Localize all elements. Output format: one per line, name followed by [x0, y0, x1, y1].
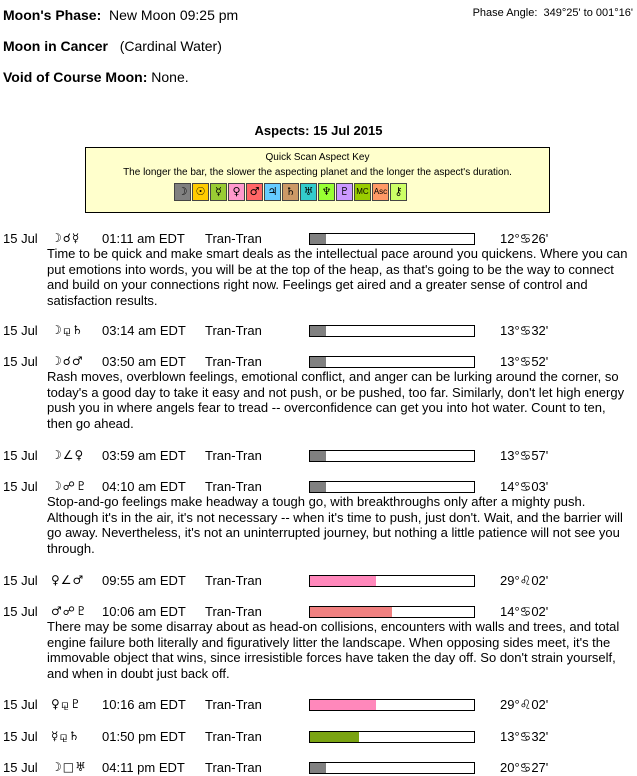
aspect-row: [0, 479, 637, 495]
aspect-position: 29°♌02': [500, 697, 549, 712]
aspect-duration-bar: [309, 575, 475, 587]
aspect-position: 14°♋03': [500, 479, 549, 494]
aspect-key-box: [85, 147, 550, 213]
aspect-date: 15 Jul: [3, 323, 38, 338]
aspect-duration-fill: [310, 763, 326, 773]
aspect-row: [0, 448, 637, 464]
venus-key-icon: ♀: [228, 183, 245, 201]
aspect-key-icons: [174, 183, 408, 201]
aspect-date: 15 Jul: [3, 231, 38, 246]
phase-angle-label: Phase Angle:: [472, 7, 538, 19]
aspect-time: 03:50 am EDT: [102, 354, 186, 369]
aspect-type: Tran-Tran: [205, 354, 262, 369]
aspect-description: There may be some disarray about as head-on collisions, encounters with walls and trees, and total engine failure both literally and figuratively litter the landscape. When opposing sides meet, it's the immovable object that wins, since irresistible forces have taken the day off. So don't strain yourself, and when in doubt just back off.: [47, 619, 620, 681]
aspect-row: [0, 231, 637, 247]
aspect-date: 15 Jul: [3, 573, 38, 588]
aspect-glyphs: ♂☍♇: [51, 604, 88, 618]
aspect-duration-bar: [309, 233, 475, 245]
aspect-glyphs: ☽☍♇: [51, 479, 88, 493]
aspect-type: Tran-Tran: [205, 231, 262, 246]
aspect-position: 13°♋32': [500, 729, 549, 744]
aspect-position: 12°♋26': [500, 231, 549, 246]
midheaven-key-icon: MC: [354, 183, 371, 201]
aspect-glyphs: ☽☌♂: [51, 354, 84, 368]
aspect-position: 13°♋52': [500, 354, 549, 369]
moon-key-icon: ☽: [174, 183, 191, 201]
aspect-time: 09:55 am EDT: [102, 573, 186, 588]
aspects-title: Aspects: 15 Jul 2015: [254, 123, 383, 138]
aspect-duration-fill: [310, 326, 326, 336]
saturn-key-icon: ♄: [282, 183, 299, 201]
aspect-glyphs: ♀⚼♇: [51, 697, 82, 711]
aspect-duration-fill: [310, 576, 376, 586]
moon-sign-label: Moon in Cancer: [3, 38, 109, 54]
aspect-type: Tran-Tran: [205, 729, 262, 744]
aspect-duration-fill: [310, 451, 326, 461]
aspect-type: Tran-Tran: [205, 479, 262, 494]
aspect-glyphs: ☿⚼♄: [51, 729, 81, 743]
jupiter-key-icon: ♃: [264, 183, 281, 201]
aspect-duration-fill: [310, 732, 359, 742]
aspect-duration-bar: [309, 450, 475, 462]
aspect-row: [0, 323, 637, 339]
aspect-position: 13°♋32': [500, 323, 549, 338]
aspect-glyphs: ♀∠♂: [51, 573, 85, 587]
aspect-description: Rash moves, overblown feelings, emotional conflict, and anger can be lurking around the corner, so today's a good day to take it easy and not push, or be pushed, too far. Similarly, don't let high energy push you in where angels fear to tread -- overconfidence can get you into hot water. Count to ten, then go ahead.: [47, 369, 625, 431]
aspect-time: 03:59 am EDT: [102, 448, 186, 463]
aspect-date: 15 Jul: [3, 354, 38, 369]
ascendant-key-icon: Asc: [372, 183, 389, 201]
aspect-key-title: Quick Scan Aspect Key: [265, 152, 370, 163]
aspect-row: [0, 697, 637, 713]
aspect-position: 14°♋02': [500, 604, 549, 619]
void-of-course-line: [3, 69, 189, 85]
aspect-time: 10:16 am EDT: [102, 697, 186, 712]
phase-angle-value: 349°25' to 001°16': [543, 7, 633, 19]
moon-phase-line: [3, 7, 238, 23]
aspect-row: [0, 729, 637, 745]
aspect-row: [0, 573, 637, 589]
uranus-key-icon: ♅: [300, 183, 317, 201]
phase-angle: [473, 7, 633, 19]
aspect-description: Time to be quick and make smart deals as the intellectual pace around you quickens. Where you can put emotions into words, you will be at the top of the heap, as that's going to be the way to connect and build on your connections right now. Feelings get aired and a greater sense of control and satisfaction results.: [47, 246, 628, 308]
aspect-date: 15 Jul: [3, 604, 38, 619]
aspect-glyphs: ☽□♅: [51, 760, 87, 774]
aspect-time: 01:11 am EDT: [102, 231, 185, 246]
aspect-date: 15 Jul: [3, 448, 38, 463]
aspect-time: 10:06 am EDT: [102, 604, 186, 619]
moon-phase-value: New Moon 09:25 pm: [109, 7, 239, 23]
aspect-position: 29°♌02': [500, 573, 549, 588]
aspect-duration-bar: [309, 481, 475, 493]
aspect-duration-bar: [309, 762, 475, 774]
aspect-duration-bar: [309, 325, 475, 337]
pluto-key-icon: ♇: [336, 183, 353, 201]
aspect-duration-fill: [310, 700, 376, 710]
aspect-duration-bar: [309, 699, 475, 711]
aspect-type: Tran-Tran: [205, 573, 262, 588]
aspect-position: 20°♋27': [500, 760, 549, 775]
aspect-duration-bar: [309, 356, 475, 368]
aspect-type: Tran-Tran: [205, 760, 262, 775]
aspect-row: [0, 604, 637, 620]
sun-key-icon: ☉: [192, 183, 209, 201]
aspect-duration-fill: [310, 357, 326, 367]
moon-phase-label: Moon's Phase:: [3, 7, 102, 23]
aspect-type: Tran-Tran: [205, 323, 262, 338]
aspect-row: [0, 354, 637, 370]
aspect-duration-bar: [309, 731, 475, 743]
mercury-key-icon: ☿: [210, 183, 227, 201]
aspect-position: 13°♋57': [500, 448, 549, 463]
aspect-duration-fill: [310, 234, 326, 244]
moon-sign-line: [3, 38, 222, 54]
aspect-date: 15 Jul: [3, 760, 38, 775]
aspect-duration-fill: [310, 482, 326, 492]
aspect-date: 15 Jul: [3, 479, 38, 494]
aspect-duration-bar: [309, 606, 475, 618]
mars-key-icon: ♂: [246, 183, 263, 201]
aspect-duration-fill: [310, 607, 392, 617]
aspect-description: Stop-and-go feelings make headway a tough go, with breakthroughs only after a mighty push. Although it's in the air, it's not necessary -- when it's time to push, just don't. Wait, and the barrier will go away. Nevertheless, it's not an uninterrupted journey, but nothing a little patience will not see you through.: [47, 494, 623, 556]
aspect-time: 04:11 pm EDT: [102, 760, 185, 775]
aspect-time: 01:50 pm EDT: [102, 729, 186, 744]
moon-sign-detail: (Cardinal Water): [119, 38, 222, 54]
chiron-key-icon: ⚷: [390, 183, 407, 201]
aspect-glyphs: ☽☌☿: [51, 231, 81, 245]
aspect-date: 15 Jul: [3, 729, 38, 744]
void-of-course-value: None.: [151, 69, 189, 85]
aspect-type: Tran-Tran: [205, 448, 262, 463]
aspect-glyphs: ☽⚼♄: [51, 323, 84, 337]
void-of-course-label: Void of Course Moon:: [3, 69, 148, 85]
aspect-time: 04:10 am EDT: [102, 479, 186, 494]
aspect-time: 03:14 am EDT: [102, 323, 186, 338]
aspect-type: Tran-Tran: [205, 697, 262, 712]
aspect-type: Tran-Tran: [205, 604, 262, 619]
aspect-date: 15 Jul: [3, 697, 38, 712]
aspect-key-description: The longer the bar, the slower the aspecting planet and the longer the aspect's duration.: [123, 167, 512, 178]
aspect-glyphs: ☽∠♀: [51, 448, 85, 462]
neptune-key-icon: ♆: [318, 183, 335, 201]
